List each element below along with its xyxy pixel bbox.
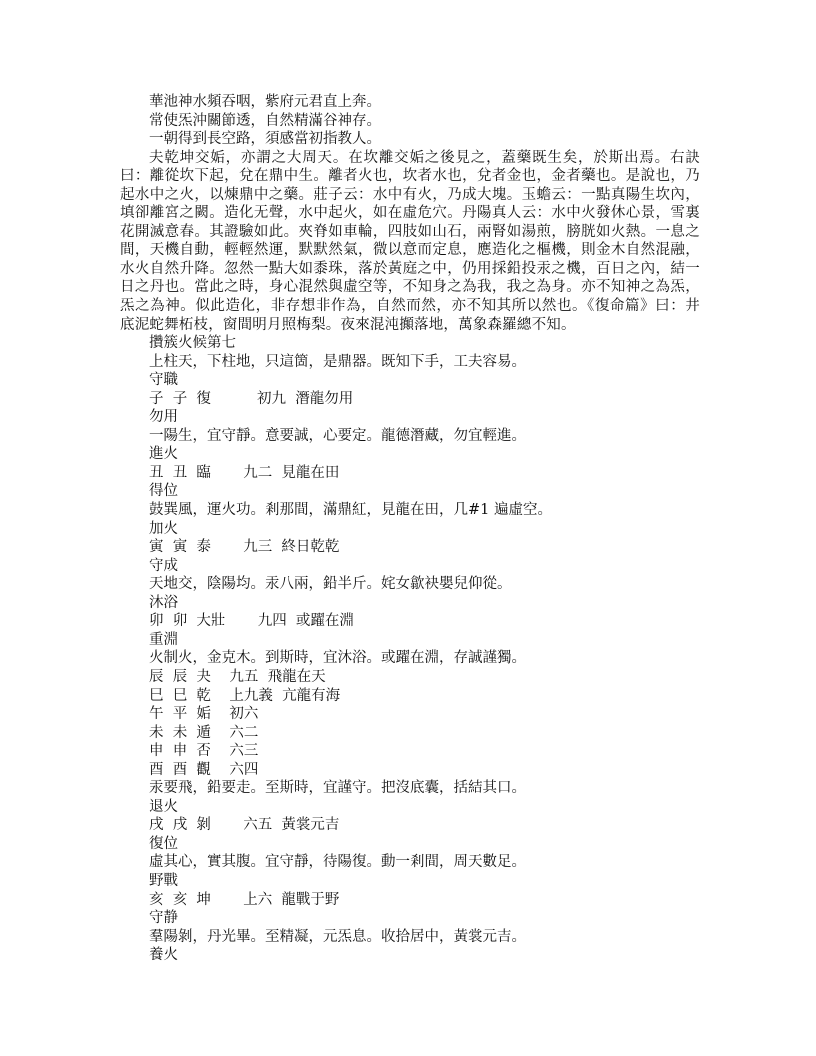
text-line: 養火 xyxy=(149,947,178,964)
verse-line: 華池神水頻吞咽，紫府元君直上奔。 xyxy=(149,94,381,110)
text-line: 復位 xyxy=(149,835,178,852)
text-line: 羣陽剝，丹光畢。至精凝，元炁息。收拾居中，黃裳元吉。 xyxy=(149,928,526,945)
text-line: 寅 寅 泰 九三 終日乾乾 xyxy=(149,539,340,556)
text-line: 戌 戌 剝 六五 黃裳元吉 xyxy=(149,817,340,834)
document-body xyxy=(120,93,700,965)
verse-line: 一朝得到長空路，須感當初指教人。 xyxy=(149,131,381,148)
verse-line: 常使炁沖關節透，自然精滿谷神存。 xyxy=(149,112,381,129)
text-line: 攢簇火候第七 xyxy=(149,335,236,352)
text-line: 酉 酉 觀 六四 xyxy=(149,761,259,778)
text-line: 天地交，陰陽均。汞八兩，鉛半斤。姹女歙袂嬰兒仰從。 xyxy=(149,576,512,593)
text-line: 加火 xyxy=(149,520,178,537)
text-line: 守職 xyxy=(149,372,178,389)
text-line: 亥 亥 坤 上六 龍戰于野 xyxy=(149,891,340,908)
text-line: 上柱天，下柱地，只這箇，是鼎器。既知下手，工夫容易。 xyxy=(149,353,526,370)
text-line: 子 子 復 初九 潛龍勿用 xyxy=(149,390,354,407)
text-line: 未 未 遁 六二 xyxy=(149,724,259,741)
text-line: 卯 卯 大壯 九四 或躍在淵 xyxy=(149,613,354,630)
text-line: 汞要飛，鉛要走。至斯時，宜謹守。把沒底囊，括結其口。 xyxy=(149,780,526,797)
text-line: 野戰 xyxy=(149,872,178,889)
text-line: 退火 xyxy=(149,798,178,815)
text-line: 守静 xyxy=(149,910,178,927)
text-line: 申 申 否 六三 xyxy=(149,743,259,760)
text-line: 丑 丑 臨 九二 見龍在田 xyxy=(149,464,340,481)
text-line: 進火 xyxy=(149,446,178,463)
text-line: 虛其心，實其腹。宜守靜，待陽復。動一剎間，周天數足。 xyxy=(149,854,526,871)
body-paragraph: 夫乾坤交姤，亦謂之大周天。在坎離交姤之後見之，蓋藥既生矣，於斯出焉。右訣曰：離從坎下起，兌在鼎中生。離者火也，坎者水也，兌者金也，金者藥也。是說也，乃起水中之火，以煉鼎中之藥。莊子云：水中有火，乃成大塊。玉蟾云：一點真陽生坎內，填卻離宮之闕。造化无聲，水中起火，如在虛危穴。丹陽真人云：水中火發休心景，雪裏花開滅意春。其證驗如此。夾脊如車輪，四肢如山石，兩腎如湯煎，膀胱如火熱。一息之間，天機自動，輕輕然運，默默然氣，微以意而定息，應造化之樞機，則金木自然混融，水火自然升降。忽然一點大如黍珠，落於黃庭之中，仍用採鉛投汞之機，百日之內，結一日之丹也。當此之時，身心混然與虛空等，不知身之為我，我之為身。亦不知神之為炁，炁之為神。似此造化，非存想非作為，自然而然，亦不知其所以然也。《復命篇》曰：井底泥蛇舞柘枝，窗間明月照梅梨。夜來混沌攧落地，萬象森羅總不知。 xyxy=(120,149,700,333)
text-line: 沐浴 xyxy=(149,594,178,611)
text-line: 重淵 xyxy=(149,631,178,648)
text-line: 火制火，金克木。到斯時，宜沐浴。或躍在淵，存誠謹獨。 xyxy=(149,650,526,667)
text-line: 一陽生，宜守靜。意要誠，心要定。龍德潛藏，勿宜輕進。 xyxy=(149,427,526,444)
text-line: 午 平 姤 初六 xyxy=(149,706,259,723)
text-line: 鼓巽風，運火功。剎那間，滿鼎紅，見龍在田，几#1 遍虛空。 xyxy=(149,502,552,519)
text-line: 得位 xyxy=(149,483,178,500)
text-line: 辰 辰 夬 九五 飛龍在天 xyxy=(149,668,326,685)
text-line: 勿用 xyxy=(149,409,178,426)
text-line: 守成 xyxy=(149,557,178,574)
text-line: 巳 巳 乾 上九義 亢龍有海 xyxy=(149,687,341,704)
text-lines xyxy=(120,334,700,965)
